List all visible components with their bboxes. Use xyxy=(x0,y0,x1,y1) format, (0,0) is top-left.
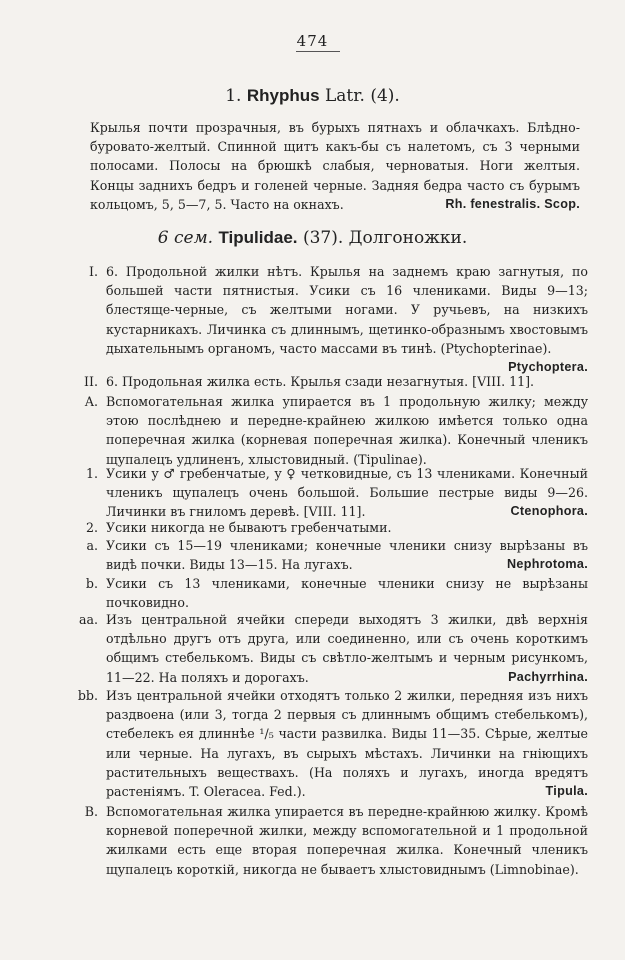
page-number: 474 xyxy=(296,32,329,50)
key-entry-body: Усики у ♂ гребенчатые, у ♀ четковидные, съ 13 члениками. Конечный членикъ щупалецъ очень большой. Большие пестрые виды 9—26. Личинки въ гниломъ деревѣ. [VIII. 11]. xyxy=(106,466,588,520)
key-entry-number: A. xyxy=(84,394,98,409)
key-entry-number: 1. xyxy=(85,466,98,481)
genus-description xyxy=(90,118,580,214)
key-entry-number: a. xyxy=(86,538,98,553)
key-entry-b xyxy=(58,574,588,612)
key-entry-taxon: Ctenophora. xyxy=(510,504,588,519)
key-entry-body: Изъ центральной ячейки спереди выходятъ 3 жилки, двѣ верхнія отдѣльно другъ отъ друга, или соединенно, или съ очень короткимъ общимъ стебелькомъ. Виды съ свѣтло-желтымъ и черным рисункомъ, 11—22. На поляхъ и дорогахъ. xyxy=(106,612,588,685)
key-entry-aa xyxy=(58,610,588,687)
family-count: (37). xyxy=(302,228,344,248)
genus-number: 1. xyxy=(225,86,242,106)
key-entry-body: Изъ центральной ячейки отходятъ только 2 жилки, передняя изъ нихъ раздвоена (или 3, тогда 2 первыя съ длиннымъ общимъ стебелькомъ), стебелекъ ея длиннѣе ¹/₅ части развилка. Виды 11—35. Сѣрые, желтые или черные. На лугахъ, въ сырыхъ мѣстахъ. Личинки на гніющихъ растительныхъ веществахъ. (На поляхъ и лугахъ, иногда вредятъ растеніямъ. T. Oleracea. Fed.). xyxy=(106,688,588,800)
key-entry-1 xyxy=(58,464,588,522)
key-entry-number: I. xyxy=(89,264,98,279)
key-entry-text xyxy=(106,372,588,391)
genus-name: Rhyphus xyxy=(246,86,320,105)
genus-count: (4). xyxy=(370,86,400,106)
key-entry-body: Вспомогательная жилка упирается въ передне-крайнюю жилку. Кромѣ корневой поперечной жилки, между вспомогательной и 1 продольной жилками есть еще вторая поперечная жилка. Конечный членикъ щупалецъ короткій, никогда не бываетъ хлыстовиднымъ (Limnobinae). xyxy=(106,804,588,877)
key-entry-taxon: Tipula. xyxy=(545,784,588,799)
key-entry-body: 6. Продольная жилка есть. Крылья сзади незагнутыя. [VIII. 11]. xyxy=(106,374,535,389)
key-entry-body: Усики съ 13 члениками, конечные членики снизу не вырѣзаны почковидно. xyxy=(106,576,588,611)
key-entry-number: bb. xyxy=(77,688,98,703)
key-entry-text xyxy=(106,392,588,469)
page-number-underline xyxy=(296,51,340,52)
family-name: Tipulidae. xyxy=(218,228,298,247)
key-entry-I xyxy=(58,262,588,377)
genus-heading xyxy=(0,86,625,106)
key-entry-bb xyxy=(58,686,588,801)
key-entry-B xyxy=(58,802,588,879)
key-entry-text xyxy=(106,464,588,522)
species-name: Rh. fenestralis. Scop. xyxy=(445,196,580,211)
key-entry-taxon: Pachyrrhina. xyxy=(508,669,588,684)
key-entry-text xyxy=(106,802,588,879)
key-entry-number: II. xyxy=(84,374,98,389)
key-entry-number: aa. xyxy=(78,612,98,627)
key-entry-body: Усики съ 15—19 члениками; конечные членики снизу вырѣзаны въ видѣ почки. Виды 13—15. На лугахъ. xyxy=(106,538,588,573)
key-entry-text xyxy=(106,536,588,574)
genus-author: Latr. xyxy=(324,86,365,106)
key-entry-body: 6. Продольной жилки нѣтъ. Крылья на заднемъ краю загнутыя, по большей части пятнистыя. Усики съ 16 члениками. Виды 9—13; блестяще-черные, съ желтыми ногами. У ручьевъ, на низкихъ кустарникахъ. Личинка съ длиннымъ, щетинко-образнымъ хвостовымъ дыхательнымъ органомъ, часто массами въ тинѣ. (Ptychopterinae). xyxy=(106,264,588,356)
key-entry-II xyxy=(58,372,588,391)
genus-description-text: Крылья почти прозрачныя, въ бурыхъ пятнахъ и облачкахъ. Блѣдно-буровато-желтый. Спинной щитъ какъ-бы съ налетомъ, съ 3 черными полосами. Полосы на брюшкѣ слабыя, черноватыя. Ноги желтыя. Концы заднихъ бедръ и голеней черные. Задняя бедра часто съ бурымъ кольцомъ, 5, 5—7, 5. Часто на окнахъ. xyxy=(90,120,580,212)
key-entry-number: 2. xyxy=(85,520,98,535)
key-entry-number: b. xyxy=(85,576,98,591)
key-entry-text xyxy=(106,518,588,537)
key-entry-body: Вспомогательная жилка упирается въ 1 продольную жилку; между этою послѣднею и передне-крайнею жилкою имѣется только одна поперечная жилка (корневая поперечная жилка). Конечный членикъ щупалецъ удлиненъ, хлыстовидный. (Tipulinae). xyxy=(106,394,588,467)
key-entry-text xyxy=(106,574,588,612)
family-russian-name: Долгоножки. xyxy=(348,228,468,248)
key-entry-number: B. xyxy=(84,804,98,819)
key-entry-taxon: Nephrotoma. xyxy=(507,557,588,572)
key-entry-body: Усики никогда не бываютъ гребенчатыми. xyxy=(106,520,392,535)
key-entry-text xyxy=(106,262,588,375)
key-entry-text xyxy=(106,686,588,801)
key-entry-taxon: Ptychoptera. xyxy=(508,360,588,375)
key-entry-2 xyxy=(58,518,588,537)
key-entry-text xyxy=(106,610,588,687)
family-label: 6 сем. xyxy=(157,228,214,248)
key-entry-a xyxy=(58,536,588,574)
key-entry-A xyxy=(58,392,588,469)
family-heading xyxy=(0,228,625,248)
